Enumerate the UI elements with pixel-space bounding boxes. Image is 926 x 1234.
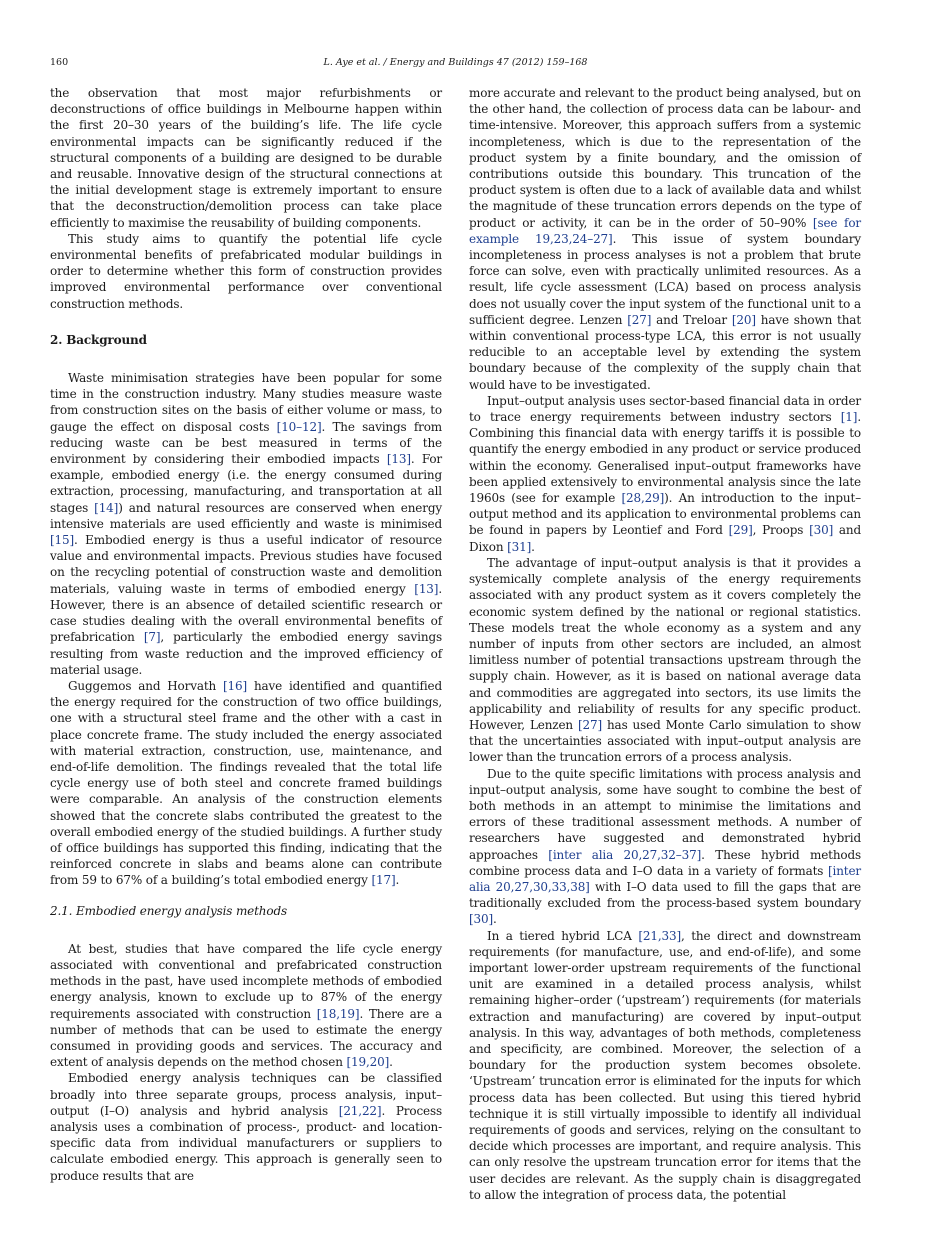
citation-link[interactable]: [28,29] <box>621 491 665 506</box>
citation-link[interactable]: [30] <box>469 912 494 927</box>
citation-link[interactable]: [14] <box>94 500 119 515</box>
paragraph: Guggemos and Horvath [16] have identified and quantified the energy required for the construction of two office buildings, one with a structural steel frame and the other with a cast in place concrete frame. The study included the energy associated with material extraction, construction, use, maintenance, and end-of-life demolition. The findings revealed that the total life cycle energy use of both steel and concrete framed buildings were comparable. An analysis of the construction elements showed that the concrete slabs contributed the greatest to the overall embodied energy of the studied buildings. A further study of office buildings has supported this finding, indicating that the reinforced concrete in slabs and beams alone can contribute from 59 to 67% of a building’s total embodied energy [17]. <box>50 678 442 888</box>
citation-link[interactable]: [17] <box>371 873 396 888</box>
running-title: L. Aye et al. / Energy and Buildings 47 (2012) 159–168 <box>323 57 588 68</box>
right-column <box>469 85 861 1203</box>
citation-link[interactable]: [7] <box>143 630 161 645</box>
paragraph: Waste minimisation strategies have been popular for some time in the construction industry. Many studies measure waste from construction sites on the basis of either volume or mass, to gauge the effect on disposal costs [10–12]. The savings from reducing waste can be best measured in terms of the environment by considering their embodied impacts [13]. For example, embodied energy (i.e. the energy consumed during extraction, processing, manufacturing, and transportation at all stages [14]) and natural resources are conserved when energy intensive materials are used efficiently and waste is minimised [15]. Embodied energy is thus a useful indicator of resource value and environmental impacts. Previous studies have focused on the recycling potential of construction waste and demolition materials, valuing waste in terms of embodied energy [13]. However, there is an absence of detailed scientific research or case studies dealing with the overall environmental benefits of prefabrication [7], particularly the embodied energy savings resulting from waste reduction and the improved efficiency of material usage. <box>50 371 443 677</box>
citation-link[interactable]: [30] <box>809 523 834 538</box>
paragraph: the observation that most major refurbishments or deconstructions of office buildings in Melbourne happen within the first 20–30 years of the building’s life. The life cycle environmental impacts can be significantly reduced if the structural components of a building are designed to be durable and reusable. Innovative design of the structural connections at the initial development stage is extremely important to ensure that the deconstruction/demolition process can take place efficiently to maximise the reusability of building components. <box>50 86 442 230</box>
page-number: 160 <box>50 57 69 68</box>
section-heading: 2. Background <box>50 332 147 347</box>
citation-link[interactable]: [29] <box>728 523 753 538</box>
page-header <box>50 56 861 70</box>
citation-link[interactable]: [18,19] <box>316 1006 360 1021</box>
citation-link[interactable]: [13] <box>386 452 411 467</box>
paragraph: Due to the quite specific limitations with process analysis and input–output analysis, some have sought to combine the best of both methods in an attempt to minimise the limitations and errors of these traditional assessment methods. A number of researchers have suggested and demonstrated hybrid approaches [inter alia 20,27,32–37]. These hybrid methods combine process data and I–O data in a variety of formats [inter alia 20,27,30,33,38] with I–O data used to fill the gaps that are traditionally excluded from the process-based system boundary [30]. <box>469 766 862 927</box>
citation-link[interactable]: [15] <box>50 533 75 548</box>
citation-link[interactable]: [20] <box>731 312 756 327</box>
citation-link[interactable]: [21,33] <box>638 928 681 943</box>
citation-link[interactable]: [27] <box>627 312 652 327</box>
citation-link[interactable]: [1] <box>840 410 858 425</box>
paragraph: In a tiered hybrid LCA [21,33], the direct and downstream requirements (for manufacture, use, and end-of-life), and some important lower-order upstream requirements of the functional unit are examined in a detailed process analysis, whilst remaining higher–order (‘upstream’) requirements (for materials extraction and manufacturing) are covered by input–output analysis. In this way, advantages of both methods, completeness and specificity, are combined. Moreover, the selection of a boundary for the production system becomes obsolete. ‘Upstream’ truncation error is eliminated for the inputs for which process data has been collected. But using this tiered hybrid technique it is still virtually impossible to identify all individual requirements of goods and services, relying on the consultant to decide which processes are important, and require analysis. This can only resolve the upstream truncation error for items that the user decides are relevant. As the supply chain is disaggregated to allow the integration of process data, the potential <box>469 928 861 1202</box>
left-column <box>50 85 442 1184</box>
citation-link[interactable]: [19,20] <box>346 1055 390 1070</box>
citation-link[interactable]: [31] <box>507 539 532 554</box>
paragraph: Input–output analysis uses sector-based financial data in order to trace energy requirements between industry sectors [1]. Combining this financial data with energy tariffs it is possible to quantify the energy embodied in any product or service produced within the economy. Generalised input–output frameworks have been applied extensively to environmental analysis since the late 1960s (see for example [28,29]). An introduction to the input–output method and its application to environmental problems can be found in papers by Leontief and Ford [29], Proops [30] and Dixon [31]. <box>469 393 861 554</box>
citation-link[interactable]: [see for example 19,23,24–27] <box>469 215 861 246</box>
citation-link[interactable]: [27] <box>577 717 603 732</box>
citation-link[interactable]: [10–12] <box>276 419 322 434</box>
paragraph: This study aims to quantify the potential life cycle environmental benefits of prefabricated modular buildings in order to determine whether this form of construction provides improved environmental performance over conventional construction methods. <box>50 231 442 311</box>
citation-link[interactable]: [inter alia 20,27,30,33,38] <box>469 863 861 894</box>
paragraph: At best, studies that have compared the life cycle energy associated with conventional and prefabricated construction methods in the past, have used incomplete methods of embodied energy analysis, known to exclude up to 87% of the energy requirements associated with construction [18,19]. There are a number of methods that can be used to estimate the energy consumed in providing goods and services. The accuracy and extent of analysis depends on the method chosen [19,20]. <box>50 941 442 1070</box>
citation-link[interactable]: [inter alia 20,27,32–37] <box>548 847 702 862</box>
paragraph: Embodied energy analysis techniques can be classified broadly into three separate groups, process analysis, input–output (I–O) analysis and hybrid analysis [21,22]. Process analysis uses a combination of process-, product- and location-specific data from individual manufacturers or suppliers to calculate embodied energy. This approach is generally seen to produce results that are <box>50 1071 443 1183</box>
paragraph: The advantage of input–output analysis is that it provides a systemically complete analysis of the energy requirements associated with any product system as it covers completely the economic system defined by the national or regional statistics. These models treat the whole economy as a system and any number of inputs from other sectors are included, an almost limitless number of potential transactions upstream through the supply chain. However, as it is based on national average data and commodities are aggregated into sectors, its use limits the applicability and reliability of results for any specific product. However, Lenzen [27] has used Monte Carlo simulation to show that the uncertainties associated with input–output analysis are lower than the truncation errors of a process analysis. <box>469 555 861 765</box>
subsection-heading: 2.1. Embodied energy analysis methods <box>50 903 287 918</box>
paragraph: more accurate and relevant to the product being analysed, but on the other hand, the collection of process data can be labour- and time-intensive. Moreover, this approach suffers from a systemic incompleteness, which is due to the representation of the product system by a finite boundary, and the omission of contributions outside this boundary. This truncation of the product system is often due to a lack of available data and whilst the magnitude of these truncation errors depends on the type of product or activity, it can be in the order of 50–90% [see for example 19,23,24–27]. This issue of system boundary incompleteness in process analyses is not a problem that brute force can solve, even with practically unlimited resources. As a result, life cycle assessment (LCA) based on process analysis does not usually cover the input system of the functional unit to a sufficient degree. Lenzen [27] and Treloar [20] have shown that within conventional process-type LCA, this error is not usually reducible to an acceptable level by extending the system boundary because of the complexity of the supply chain that would have to be investigated. <box>469 86 861 392</box>
citation-link[interactable]: [13] <box>414 581 439 596</box>
citation-link[interactable]: [16] <box>223 678 248 693</box>
citation-link[interactable]: [21,22] <box>338 1103 382 1118</box>
